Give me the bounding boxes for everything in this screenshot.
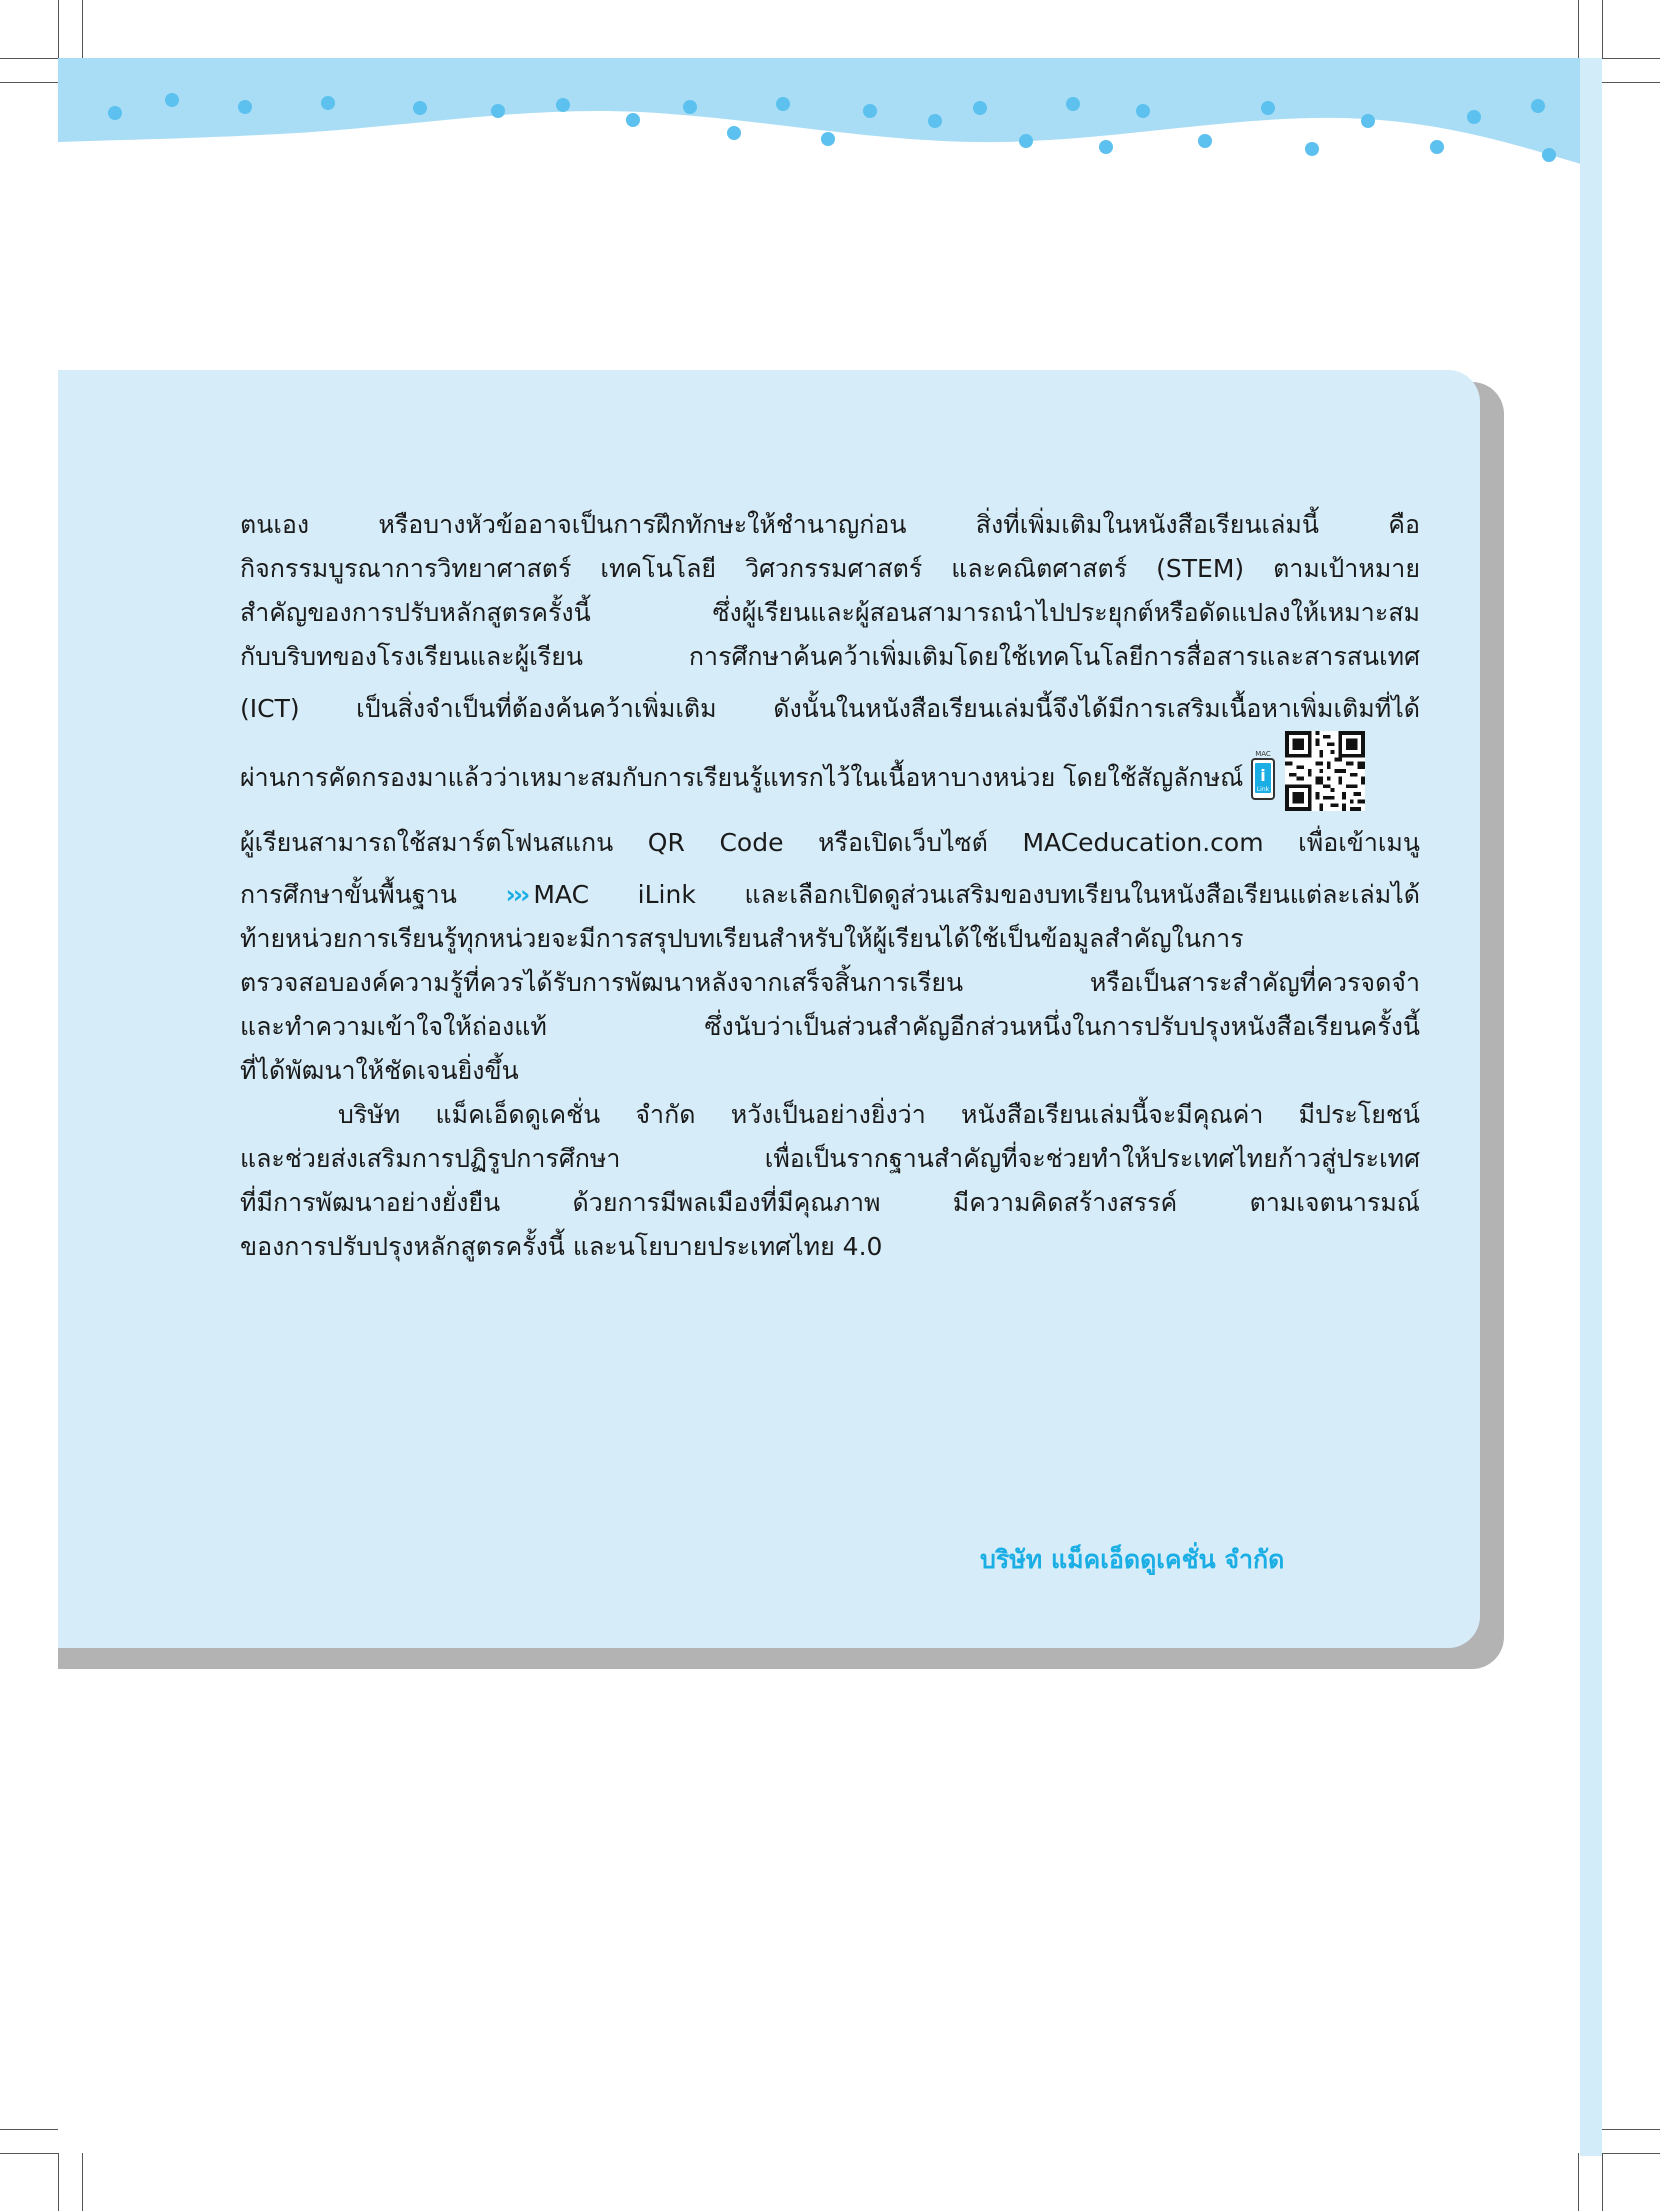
crop-mark (0, 2153, 58, 2154)
qr-code-icon (1285, 731, 1365, 811)
crop-mark (1602, 82, 1660, 83)
crop-mark (0, 2129, 58, 2130)
crop-mark (1602, 2153, 1660, 2154)
crop-mark (1578, 2153, 1579, 2211)
text-line-with-menu (240, 873, 1420, 917)
text-line: การศึกษาขั้นพื้นฐาน (240, 880, 457, 909)
text-line: ผู้เรียนสามารถใช้สมาร์ตโฟนสแกน QR Code หรือเปิดเว็บไซต์ MACeducation.com เพื่อเข้าเมนู (240, 828, 1420, 857)
text-line: ของการปรับปรุงหลักสูตรครั้งนี้ และนโยบายประเทศไทย 4.0 (240, 1232, 883, 1261)
text-line: MAC iLink และเลือกเปิดดูส่วนเสริมของบทเรียนในหนังสือเรียนแต่ละเล่มได้ (533, 880, 1420, 909)
chevron-right-icon: ››› (505, 880, 528, 909)
crop-mark (82, 0, 83, 58)
ilink-badge-glyph: i (1260, 766, 1267, 785)
publisher-signature: บริษัท แม็คเอ็ดดูเคชั่น จำกัด (980, 1545, 1285, 1574)
crop-mark (1602, 0, 1603, 58)
crop-mark (82, 2153, 83, 2211)
crop-mark (1602, 2153, 1603, 2211)
text-line: ผ่านการคัดกรองมาแล้วว่าเหมาะสมกับการเรียนรู้แทรกไว้ในเนื้อหาบางหน่วย โดยใช้สัญลักษณ์ (240, 763, 1244, 792)
text-line: สำคัญของการปรับหลักสูตรครั้งนี้ ซึ่งผู้เรียนและผู้สอนสามารถนำไปประยุกต์หรือดัดแปลงให้เหมาะสม (240, 598, 1420, 627)
text-line: และทำความเข้าใจให้ถ่องแท้ ซึ่งนับว่าเป็นส่วนสำคัญอีกส่วนหนึ่งในการปรับปรุงหนังสือเรียนครั้งนี้ (240, 1012, 1420, 1041)
crop-mark (0, 58, 58, 59)
ilink-badge-top: MAC (1255, 750, 1272, 758)
text-line: (ICT) เป็นสิ่งจำเป็นที่ต้องค้นคว้าเพิ่มเติม ดังนั้นในหนังสือเรียนเล่มนี้จึงได้มีการเสริมเนื้อหาเพิ่มเติมที่ได้ (240, 694, 1420, 723)
text-line: และช่วยส่งเสริมการปฏิรูปการศึกษา เพื่อเป็นรากฐานสำคัญที่จะช่วยทำให้ประเทศไทยก้าวสู่ประเทศ (240, 1144, 1420, 1173)
crop-mark (1602, 58, 1660, 59)
right-edge-strip (1580, 58, 1602, 2156)
text-line: บริษัท แม็คเอ็ดดูเคชั่น จำกัด หวังเป็นอย่างยิ่งว่า หนังสือเรียนเล่มนี้จะมีคุณค่า มีประโยชน์ (338, 1100, 1420, 1129)
text-line: ที่ได้พัฒนาให้ชัดเจนยิ่งขึ้น (240, 1056, 519, 1085)
text-line: ที่มีการพัฒนาอย่างยั่งยืน ด้วยการมีพลเมืองที่มีคุณภาพ มีความคิดสร้างสรรค์ ตามเจตนารมณ์ (240, 1188, 1420, 1217)
ilink-badge-bottom: Link (1257, 786, 1270, 793)
crop-mark (58, 2153, 59, 2211)
crop-mark (0, 82, 58, 83)
text-line: ตนเอง หรือบางหัวข้ออาจเป็นการฝึกทักษะให้ชำนาญก่อน สิ่งที่เพิ่มเติมในหนังสือเรียนเล่มนี้ คือ (240, 510, 1420, 539)
text-line: ตรวจสอบองค์ความรู้ที่ควรได้รับการพัฒนาหลังจากเสร็จสิ้นการเรียน หรือเป็นสาระสำคัญที่ควรจดจำ (240, 968, 1420, 997)
text-line: ท้ายหน่วยการเรียนรู้ทุกหน่วยจะมีการสรุปบทเรียนสำหรับให้ผู้เรียนได้ใช้เป็นข้อมูลสำคัญในการ (240, 924, 1244, 953)
decorative-top-band (0, 0, 1660, 200)
crop-mark (58, 0, 59, 58)
mac-ilink-phone-icon (1249, 749, 1277, 801)
text-line: กิจกรรมบูรณาการวิทยาศาสตร์ เทคโนโลยี วิศวกรรมศาสตร์ และคณิตศาสตร์ (STEM) ตามเป้าหมาย (240, 554, 1420, 583)
crop-mark (1578, 0, 1579, 58)
preface-text (240, 503, 1420, 1269)
crop-mark (1602, 2129, 1660, 2130)
text-line: กับบริบทของโรงเรียนและผู้เรียน การศึกษาค้นคว้าเพิ่มเติมโดยใช้เทคโนโลยีการสื่อสารและสารสนเทศ (240, 642, 1420, 671)
text-line-with-ilink (240, 739, 1420, 813)
